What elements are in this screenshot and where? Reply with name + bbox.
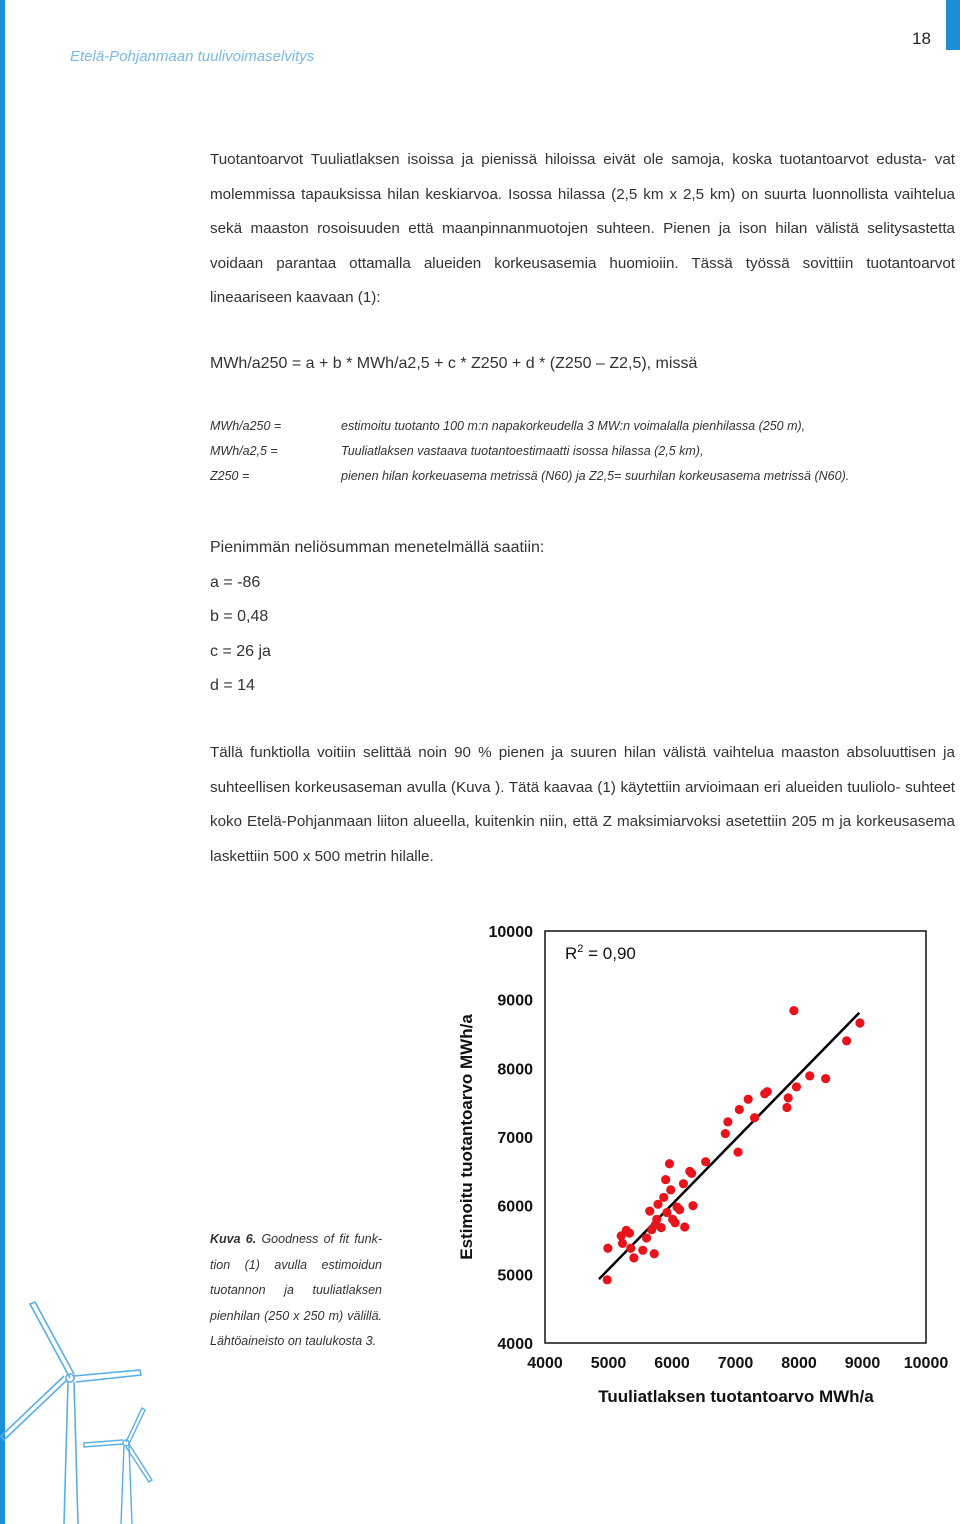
data-point — [679, 1179, 688, 1188]
data-point — [821, 1074, 830, 1083]
intro-line: selitysastetta voidaan parantaa ottamalla alueiden korkeusasemia huomioiin. Tässä työssä sovittiin — [210, 220, 955, 272]
definition-description: Tuuliatlaksen vastaava tuotantoestimaatti isossa hilassa (2,5 km), — [341, 444, 704, 458]
data-point — [680, 1222, 689, 1231]
data-point — [625, 1229, 634, 1238]
x-tick-label: 6000 — [654, 1355, 690, 1372]
small-turbine-icon — [84, 1408, 152, 1524]
data-point — [792, 1082, 801, 1091]
data-point — [603, 1244, 612, 1253]
x-tick-label: 9000 — [844, 1355, 881, 1372]
data-point — [733, 1148, 742, 1157]
y-tick-label: 5000 — [497, 1267, 533, 1285]
data-point — [789, 1006, 798, 1015]
data-point — [701, 1157, 710, 1166]
data-point — [688, 1201, 697, 1210]
data-point — [735, 1105, 744, 1114]
coefficient-c: c = 26 ja — [210, 642, 271, 660]
data-point — [784, 1093, 793, 1102]
data-point — [657, 1223, 666, 1232]
definition-term: MWh/a250 = — [210, 419, 282, 433]
data-point — [805, 1071, 814, 1080]
data-point — [723, 1117, 732, 1126]
scatter-chart — [440, 905, 950, 1415]
x-tick-label: 4000 — [527, 1355, 563, 1372]
results-intro: Pienimmän neliösumman menetelmällä saatiin: — [210, 539, 545, 556]
data-point — [855, 1018, 864, 1027]
x-tick-label: 8000 — [781, 1355, 817, 1372]
conclusion-paragraph — [210, 736, 955, 874]
definition-description: pienen hilan korkeuasema metrissä (N60) ja Z2,5= suurhilan korkeusasema metrissä (N60). — [341, 469, 850, 483]
data-point — [618, 1239, 627, 1248]
r-squared-value: = 0,90 — [583, 944, 636, 963]
conclusion-line: ja suhteellisen korkeusaseman avulla (Kuva ). Tätä kaavaa (1) käytettiin arvioimaan eri alueiden tuuliolo- — [210, 744, 955, 796]
y-tick-label: 10000 — [488, 924, 533, 941]
y-tick-label: 6000 — [497, 1198, 533, 1216]
x-tick-label: 5000 — [590, 1355, 627, 1372]
data-point — [675, 1205, 684, 1214]
figure-caption-text: Goodness of fit funk-tion (1) avulla estimoidun tuotannon ja tuuliatlaksen pienhilan (250 x 250 m) välillä. Lähtöaineisto on taulukosta 3. — [210, 1232, 382, 1348]
running-header: Etelä-Pohjanmaan tuulivoimaselvitys — [70, 48, 315, 65]
large-turbine-icon — [1, 1302, 141, 1524]
conclusion-line: suhteet koko Etelä-Pohjanmaan liiton alueella, kuitenkin niin, että Z maksimiarvoksi asetettiin 205 m ja — [210, 778, 955, 831]
conclusion-line: korkeusasema laskettiin 500 x 500 metrin hilalle. — [210, 813, 955, 865]
coefficient-a: a = -86 — [210, 573, 261, 591]
r-squared-symbol: R — [565, 944, 578, 963]
data-point — [671, 1218, 680, 1227]
coefficient-b: b = 0,48 — [210, 608, 269, 626]
data-point — [750, 1113, 759, 1122]
page-corner-tab — [946, 0, 960, 50]
data-point — [744, 1095, 753, 1104]
data-point — [842, 1036, 851, 1045]
x-axis-ticks — [527, 1355, 948, 1372]
data-point — [652, 1215, 661, 1224]
page-number: 18 — [912, 29, 931, 48]
r-squared-superscript: 2 — [577, 943, 584, 955]
coefficient-d: d = 14 — [210, 677, 255, 695]
x-tick-label: 7000 — [717, 1355, 754, 1372]
conclusion-line: Tällä funktiolla voitiin selittää noin 90 % pienen ja suuren hilan välistä vaihtelua maaston absoluuttisen — [210, 744, 937, 761]
x-axis-title: Tuuliatlaksen tuotantoarvo MWh/a — [598, 1387, 874, 1406]
definition-term: MWh/a2,5 = — [210, 444, 278, 458]
data-point — [642, 1233, 651, 1242]
y-axis-ticks — [489, 924, 534, 1353]
definition-row — [210, 469, 955, 494]
data-point — [666, 1185, 675, 1194]
data-point — [626, 1244, 635, 1253]
trend-line — [599, 1013, 859, 1279]
data-point — [645, 1207, 654, 1216]
figure-caption — [210, 1227, 382, 1355]
data-point — [650, 1249, 659, 1258]
definition-row — [210, 419, 955, 444]
data-point — [629, 1253, 638, 1262]
y-axis-title: Estimoitu tuotantoarvo MWh/a — [457, 1014, 476, 1260]
intro-line: tuotantoarvot lineaariseen kaavaan (1): — [210, 254, 955, 307]
y-tick-label: 7000 — [497, 1130, 533, 1147]
definition-row — [210, 444, 955, 469]
data-point — [763, 1087, 772, 1096]
intro-line: vaihtelua sekä maaston rosoisuuden että maanpinnanmuotojen suhteen. Pienen ja ison hilan välistä — [210, 185, 955, 238]
y-tick-label: 9000 — [497, 992, 533, 1010]
intro-line: Tuotantoarvot Tuuliatlaksen isoissa ja pienissä hiloissa eivät ole samoja, koska tuotantoarvot edusta- — [210, 151, 927, 168]
definition-term: Z250 = — [210, 469, 250, 483]
data-point — [665, 1159, 674, 1168]
x-tick-label: 10000 — [903, 1355, 949, 1372]
intro-paragraph — [210, 143, 955, 316]
y-tick-label: 4000 — [497, 1336, 533, 1353]
results-section — [210, 531, 544, 704]
wind-turbine-illustration — [0, 1290, 200, 1524]
intro-line: vat molemmissa tapauksissa hilan keskiarvoa. Isossa hilassa (2,5 km x 2,5 km) on suurta luonnollista — [210, 151, 955, 203]
data-point — [603, 1275, 612, 1284]
data-point — [687, 1169, 696, 1178]
formula: MWh/a250 = a + b * MWh/a2,5 + c * Z250 + d * (Z250 – Z2,5), missä — [210, 355, 698, 372]
data-point — [638, 1246, 647, 1255]
plot-area — [545, 931, 926, 1343]
data-point — [659, 1193, 668, 1202]
definition-description: estimoitu tuotanto 100 m:n napakorkeudella 3 MW:n voimalalla pienhilassa (250 m), — [341, 419, 806, 433]
data-point — [661, 1175, 670, 1184]
y-tick-label: 8000 — [497, 1061, 533, 1079]
figure-label: Kuva 6. — [210, 1232, 257, 1246]
data-point — [721, 1129, 730, 1138]
r-squared-annotation — [565, 943, 636, 963]
definitions-list — [210, 419, 955, 494]
data-point — [782, 1103, 791, 1112]
